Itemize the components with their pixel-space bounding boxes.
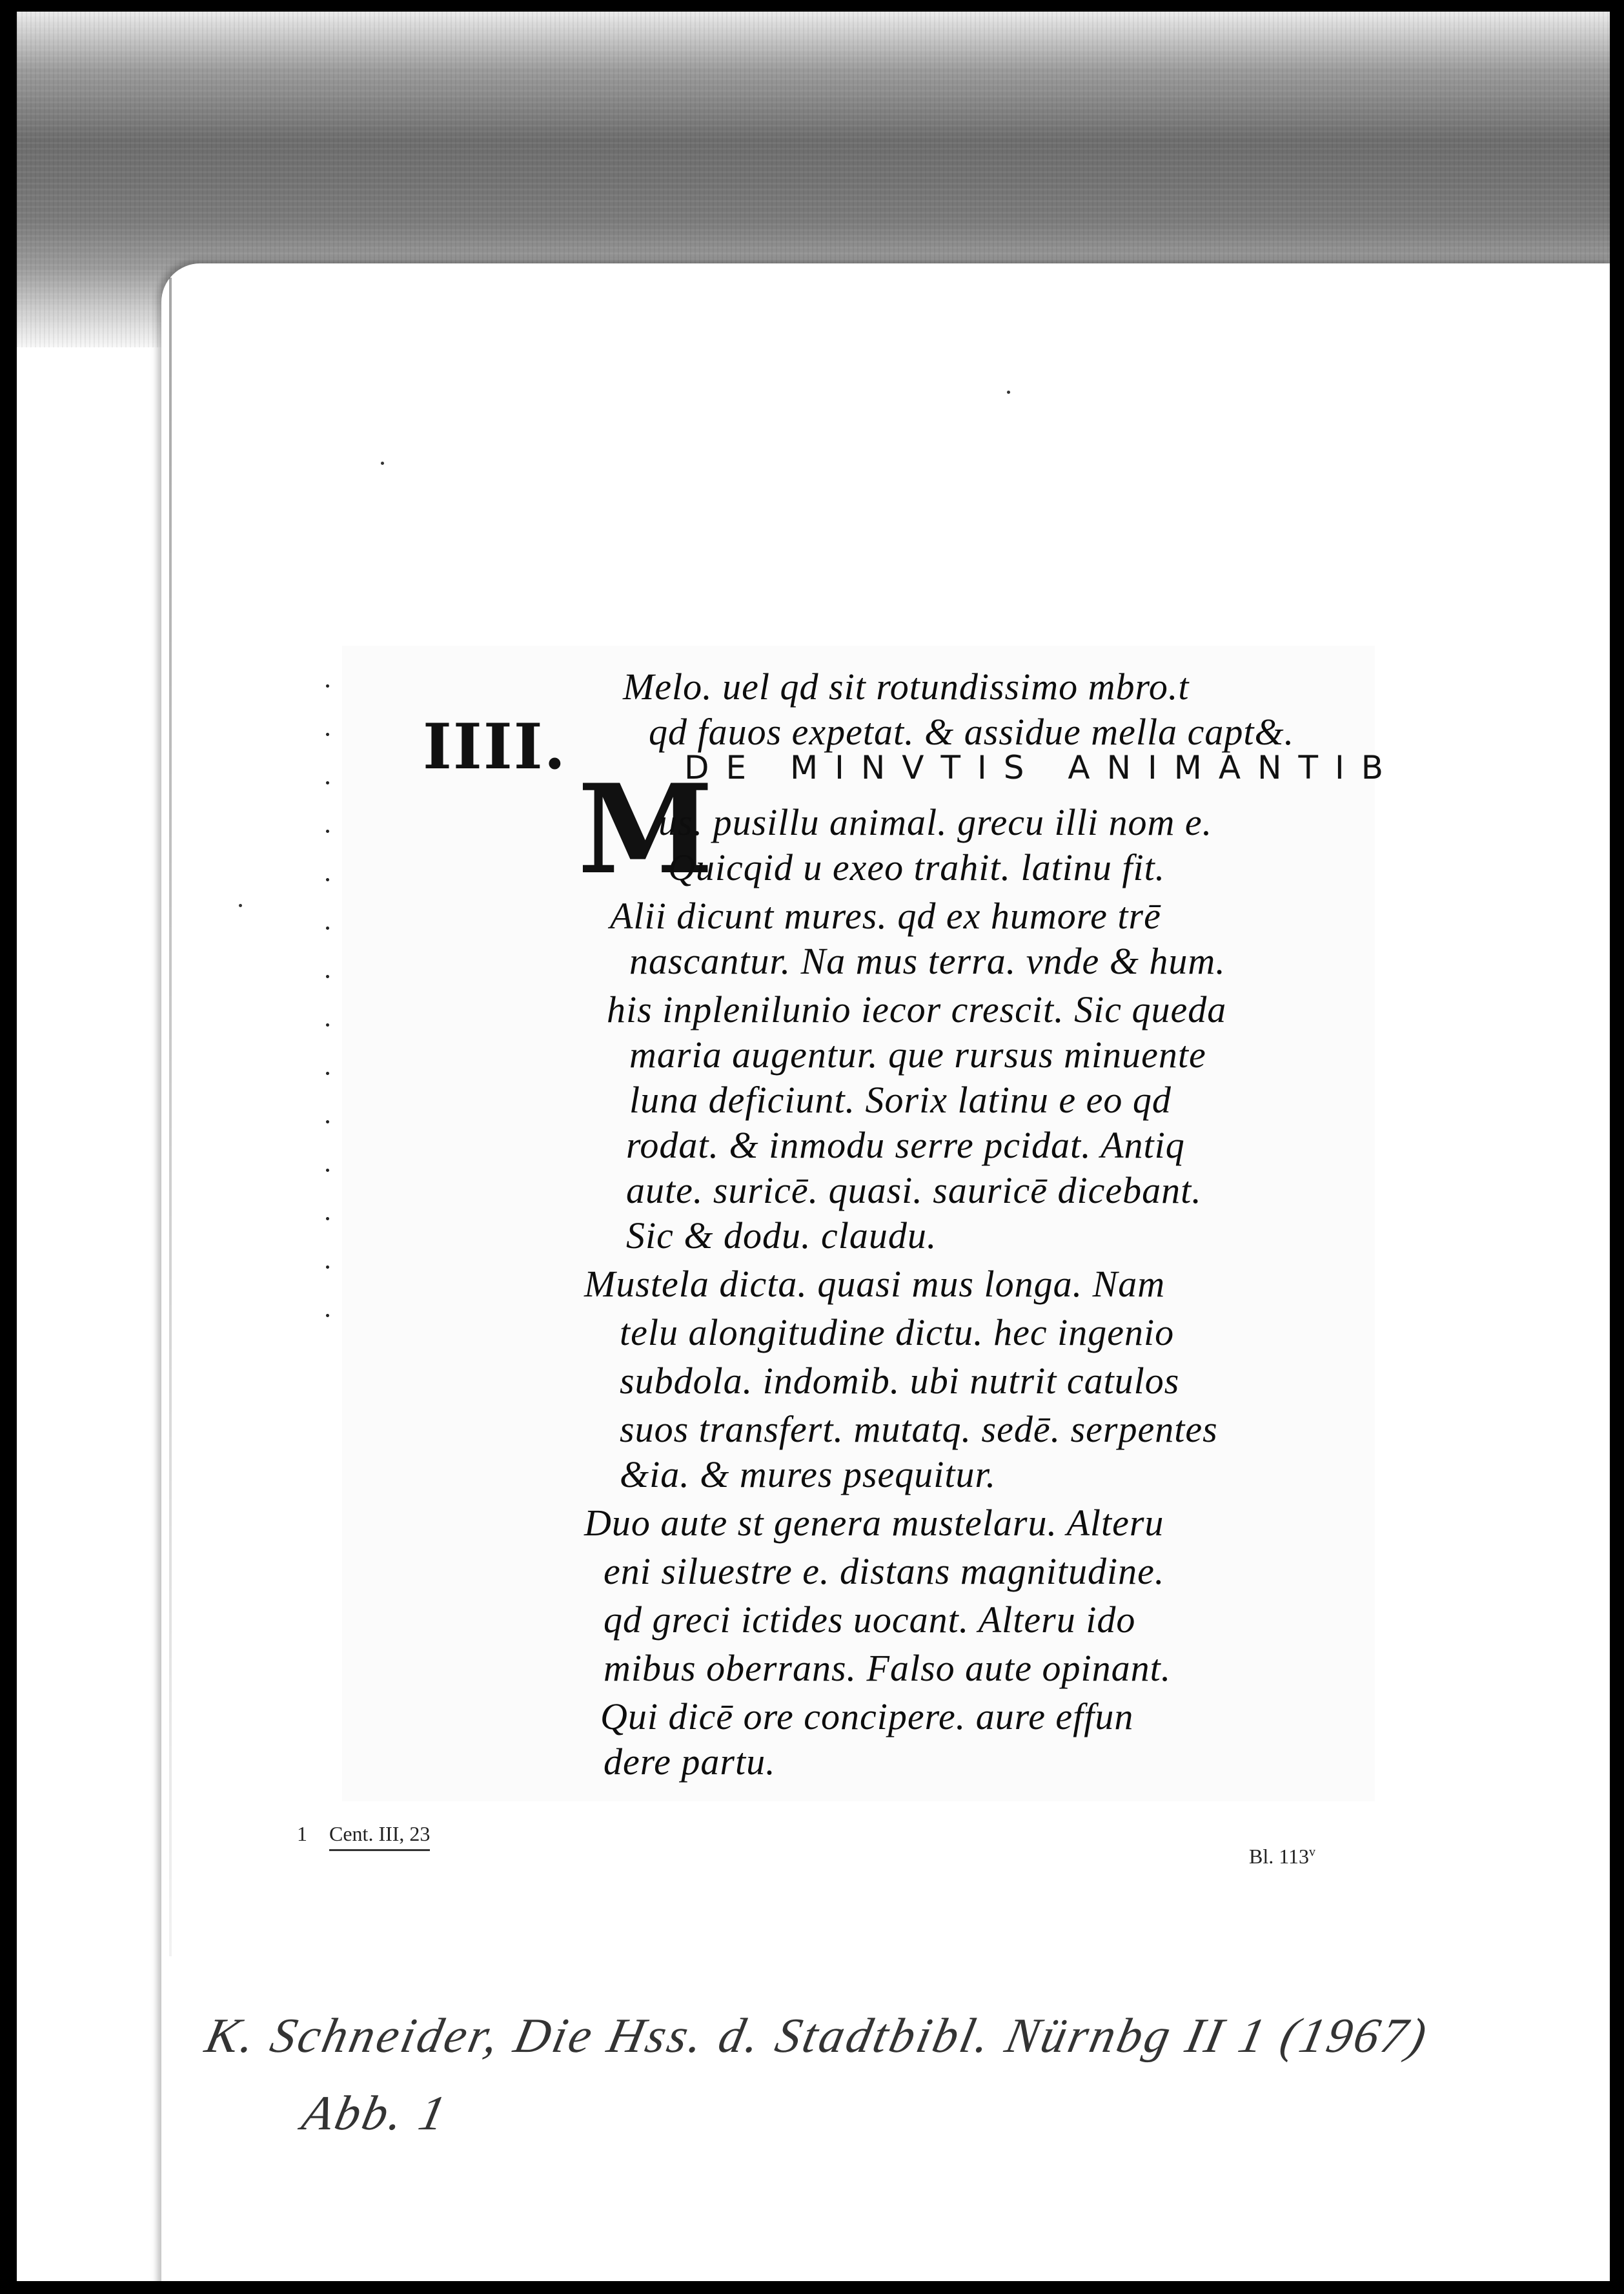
- manuscript-line: Melo. uel qd sit rotundissimo mbro.t: [623, 666, 1190, 708]
- manuscript-line: Quicqid u exeo trahit. latinu fit.: [668, 846, 1166, 888]
- manuscript-line: Duo aute st genera mustelaru. Alteru: [584, 1502, 1164, 1544]
- manuscript-line: rodat. & inmodu serre pcidat. Antiq: [626, 1124, 1185, 1166]
- manuscript-line: Sic & dodu. claudu.: [626, 1214, 937, 1256]
- manuscript-line: maria augentur. que rursus minuente: [629, 1034, 1206, 1076]
- section-number: IIII.: [423, 710, 567, 783]
- shelfmark-reference: Cent. III, 23: [329, 1822, 430, 1851]
- manuscript-line: dere partu.: [604, 1741, 776, 1783]
- rubric-heading: DE MINVTIS ANIMANTIB: [684, 749, 1401, 786]
- manuscript-line: eni siluestre e. distans magnitudine.: [604, 1550, 1165, 1592]
- manuscript-line: nascantur. Na mus terra. vnde & hum.: [629, 940, 1226, 982]
- manuscript-line: qd fauos expetat. & assidue mella capt&.: [649, 711, 1295, 753]
- figure-number: 1: [297, 1822, 307, 1845]
- manuscript-line: mibus oberrans. Falso aute opinant.: [604, 1647, 1172, 1689]
- manuscript-line: us. pusillu animal. grecu illi nom e.: [658, 801, 1213, 843]
- folio-side: v: [1309, 1845, 1316, 1859]
- manuscript-line: Mustela dicta. quasi mus longa. Nam: [584, 1263, 1166, 1305]
- handwritten-citation: K. Schneider, Die Hss. d. Stadtbibl. Nürnbg II 1 (1967): [201, 2009, 1434, 2063]
- manuscript-line: luna deficiunt. Sorix latinu e eo qd: [629, 1079, 1172, 1121]
- manuscript-line: &ia. & mures psequitur.: [620, 1453, 997, 1495]
- manuscript-line: Qui dicē ore concipere. aure effun: [600, 1695, 1134, 1737]
- manuscript-line: aute. suricē. quasi. sauricē dicebant.: [626, 1169, 1202, 1211]
- manuscript-line: Alii dicunt mures. qd ex humore trē: [610, 895, 1161, 937]
- manuscript-line: subdola. indomib. ubi nutrit catulos: [620, 1360, 1180, 1402]
- decorated-initial: M: [578, 757, 714, 901]
- manuscript-line: qd greci ictides uocant. Alteru ido: [604, 1599, 1136, 1641]
- manuscript-line: his inplenilunio iecor crescit. Sic queda: [607, 988, 1227, 1030]
- handwritten-figure-ref: Abb. 1: [298, 2086, 453, 2140]
- folio-number: Bl. 113: [1249, 1845, 1310, 1868]
- manuscript-line: telu alongitudine dictu. hec ingenio: [620, 1311, 1175, 1353]
- manuscript-line: suos transfert. mutatq. sedē. serpentes: [620, 1408, 1218, 1450]
